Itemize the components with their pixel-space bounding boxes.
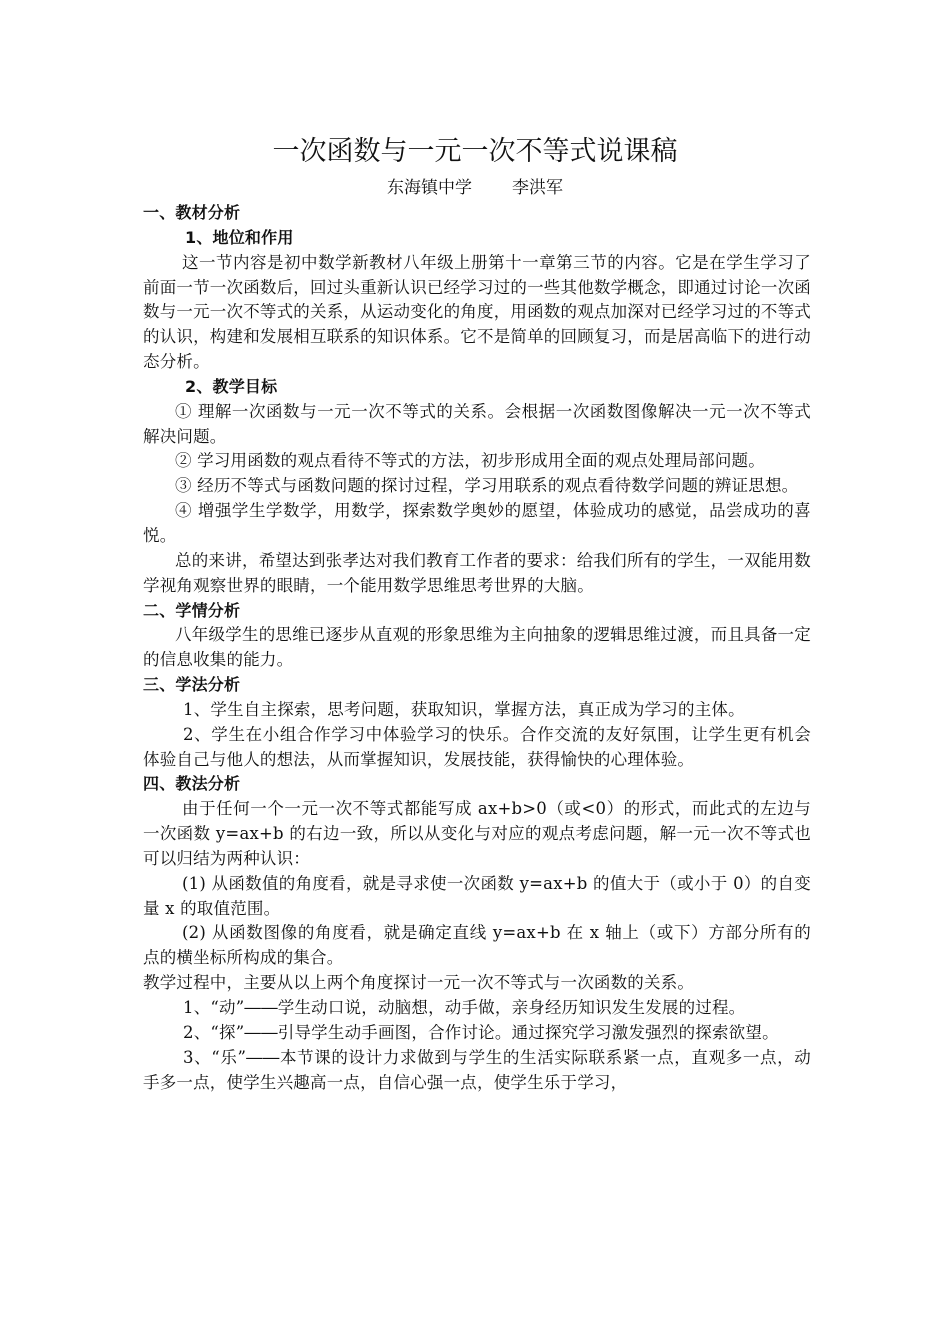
subheading-position-role: 1、地位和作用 — [185, 227, 294, 247]
school-name: 东海镇中学 — [387, 178, 472, 198]
byline — [0, 176, 950, 200]
teaching-item-explore: 2、“探”――引导学生动手画图，合作讨论。通过探究学习激发强烈的探索欲望。 — [183, 1022, 779, 1042]
section-heading-student-analysis: 二、学情分析 — [143, 600, 241, 620]
section-heading-learning-method: 三、学法分析 — [143, 675, 241, 695]
paragraph-summary: 总的来讲，希望达到张孝达对我们教育工作者的要求：给我们所有的学生，一双能用数学视角观察世界的眼睛，一个能用数学思维思考世界的大脑。 — [143, 550, 811, 595]
learning-method-item-1: 1、学生自主探索，思考问题，获取知识，掌握方法，真正成为学习的主体。 — [183, 699, 745, 719]
paragraph-position-role: 这一节内容是初中数学新教材八年级上册第十一章第三节的内容。它是在学生学习了前面一节一次函数后，回过头重新认识已经学习过的一些其他数学概念，即通过讨论一次函数与一元一次不等式的关系，从运动变化的角度，用函数的观点加深对已经学习过的不等式的认识，构建和发展相互联系的知识体系。它不是简单的回顾复习，而是居高临下的进行动态分析。 — [143, 252, 811, 372]
teaching-item-joy: 3、“乐”――本节课的设计力求做到与学生的生活实际联系紧一点，直观多一点，动手多一点，使学生兴趣高一点，自信心强一点，使学生乐于学习， — [143, 1047, 811, 1092]
document-body — [143, 201, 811, 1095]
goal-item-4: ④ 增强学生学数学，用数学，探索数学奥妙的愿望，体验成功的感觉，品尝成功的喜悦。 — [143, 501, 811, 545]
section-heading-teaching-method: 四、教法分析 — [143, 774, 241, 794]
section-heading-textbook-analysis: 一、教材分析 — [143, 203, 241, 222]
subheading-teaching-goals: 2、教学目标 — [185, 376, 278, 396]
document-title: 一次函数与一元一次不等式说课稿 — [272, 136, 678, 167]
teaching-item-move: 1、“动”――学生动口说，动脑想，动手做，亲身经历知识发生发展的过程。 — [183, 998, 746, 1017]
learning-method-item-2: 2、学生在小组合作学习中体验学习的快乐。合作交流的友好氛围，让学生更有机会体验自己与他人的想法，从而掌握知识，发展技能，获得愉快的心理体验。 — [143, 724, 811, 769]
goal-item-1: ① 理解一次函数与一元一次不等式的关系。会根据一次函数图像解决一元一次不等式解决问题。 — [143, 401, 811, 446]
paragraph-function-graph-view: (2) 从函数图像的角度看，就是确定直线 y=ax+b 在 x 轴上（或下）方部分所有的点的横坐标所构成的集合。 — [143, 923, 811, 968]
paragraph-teaching-process: 教学过程中，主要从以上两个角度探讨一元一次不等式与一次函数的关系。 — [143, 973, 695, 993]
goal-item-3: ③ 经历不等式与函数问题的探讨过程，学习用联系的观点看待数学问题的辨证思想。 — [175, 476, 799, 496]
goal-item-2: ② 学习用函数的观点看待不等式的方法，初步形成用全面的观点处理局部问题。 — [175, 451, 765, 471]
paragraph-teaching-method-intro: 由于任何一个一元一次不等式都能写成 ax+b>0（或<0）的形式，而此式的左边与一次函数 y=ax+b 的右边一致，所以从变化与对应的观点考虑问题，解一元一次不等式也可以归结为两种认识： — [143, 799, 811, 868]
paragraph-function-value-view: (1) 从函数值的角度看，就是寻求使一次函数 y=ax+b 的值大于（或小于 0）的自变量 x 的取值范围。 — [143, 873, 811, 918]
paragraph-student-analysis: 八年级学生的思维已逐步从直观的形象思维为主向抽象的逻辑思维过渡，而且具备一定的信息收集的能力。 — [143, 625, 811, 670]
author-name: 李洪军 — [512, 178, 563, 198]
